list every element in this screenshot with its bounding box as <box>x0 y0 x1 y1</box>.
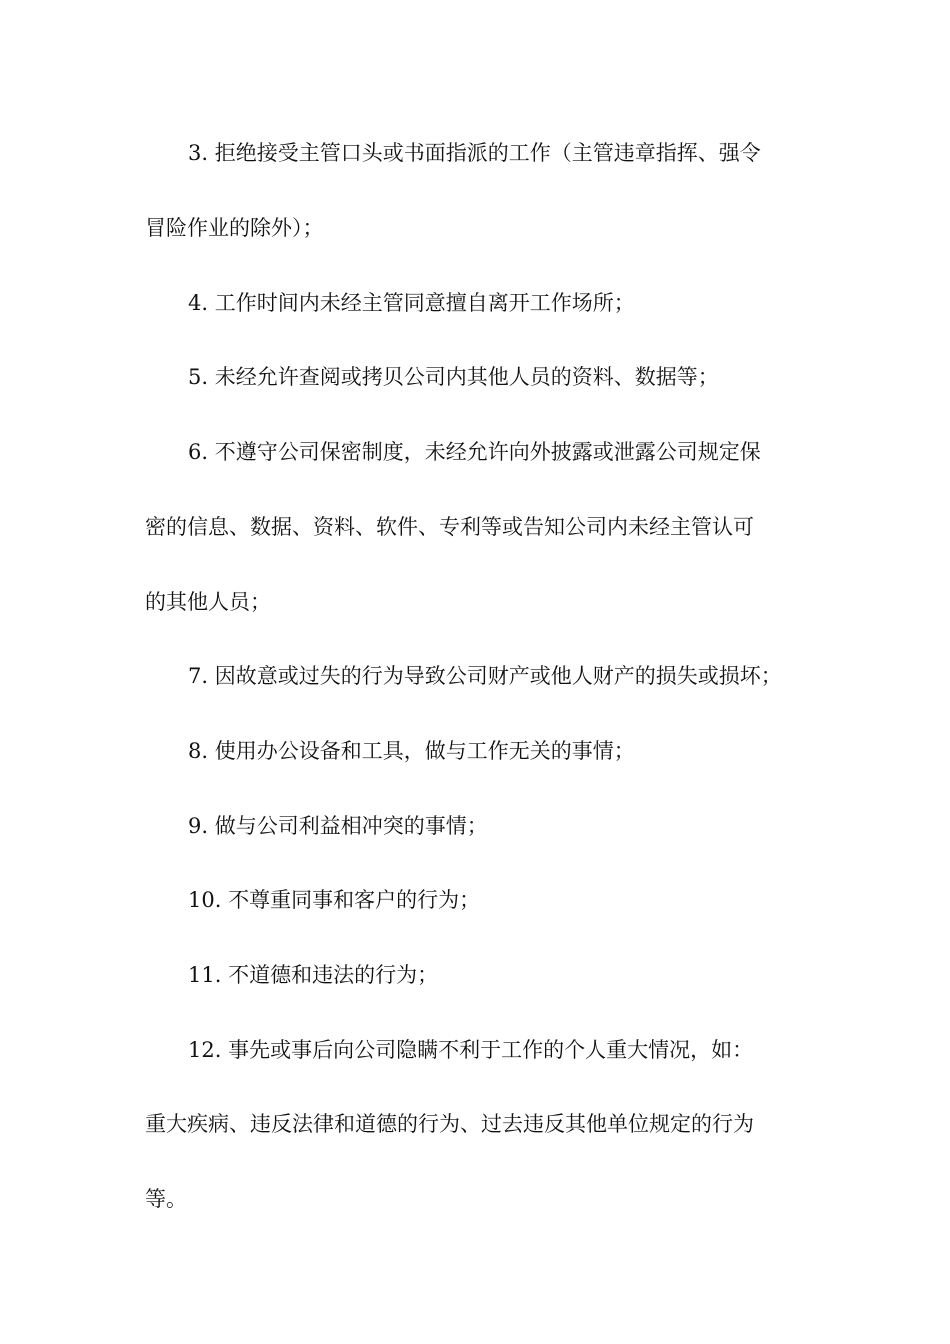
item-11-line-1: 11. 不道德和违法的行为； <box>188 963 439 987</box>
item-9-line-1: 9. 做与公司利益相冲突的事情； <box>188 814 488 838</box>
item-5-line-1: 5. 未经允许查阅或拷贝公司内其他人员的资料、数据等； <box>188 365 719 389</box>
item-12-line-3: 等。 <box>145 1187 187 1211</box>
item-10-line-1: 10. 不尊重同事和客户的行为； <box>188 888 481 912</box>
item-12-line-1: 12. 事先或事后向公司隐瞒不利于工作的个人重大情况，如： <box>188 1038 754 1062</box>
item-3-line-1: 3. 拒绝接受主管口头或书面指派的工作（主管违章指挥、强令 <box>188 141 761 165</box>
item-4-line-1: 4. 工作时间内未经主管同意擅自离开工作场所； <box>188 291 635 315</box>
item-12-line-2: 重大疾病、违反法律和道德的行为、过去违反其他单位规定的行为 <box>145 1112 754 1136</box>
item-7-line-1: 7. 因故意或过失的行为导致公司财产或他人财产的损失或损坏； <box>188 664 782 688</box>
item-6-line-1: 6. 不遵守公司保密制度，未经允许向外披露或泄露公司规定保 <box>188 440 761 464</box>
item-3-line-2: 冒险作业的除外）； <box>145 216 324 240</box>
item-8-line-1: 8. 使用办公设备和工具，做与工作无关的事情； <box>188 739 635 763</box>
item-6-line-3: 的其他人员； <box>145 590 271 614</box>
item-6-line-2: 密的信息、数据、资料、软件、专利等或告知公司内未经主管认可 <box>145 515 754 539</box>
